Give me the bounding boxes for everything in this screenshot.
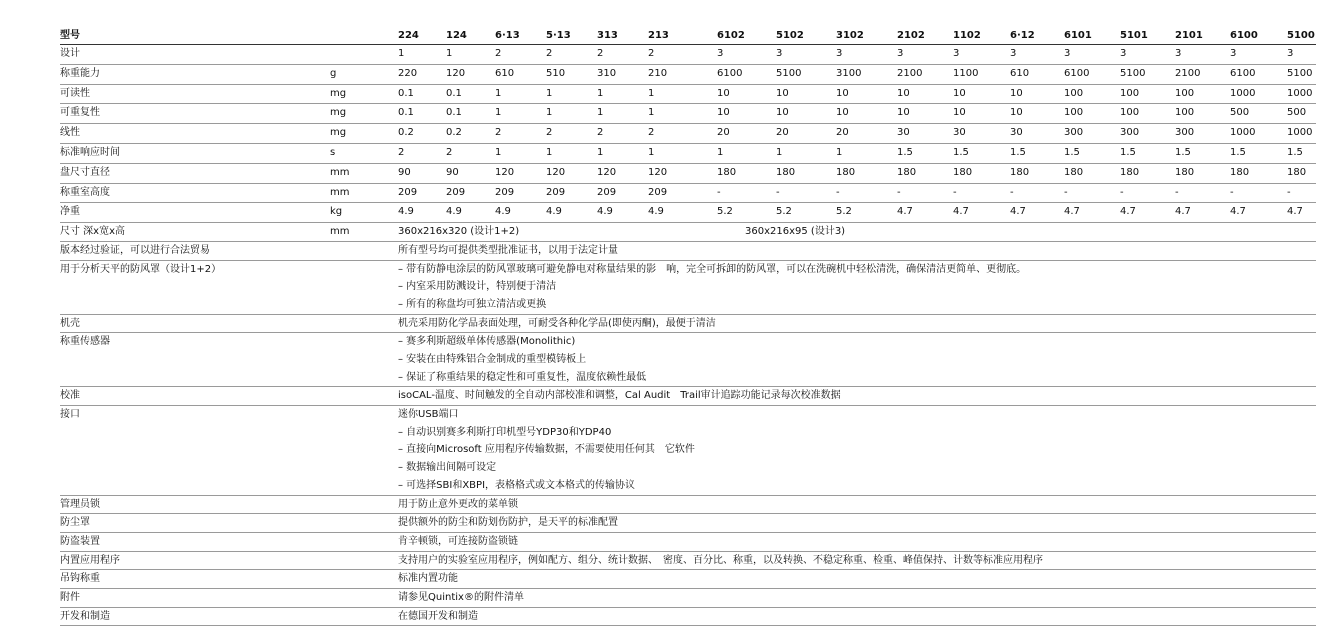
- spec-value-cell: 10: [953, 87, 966, 99]
- feature-row-text: [398, 589, 524, 607]
- spec-value-cell: 4.7: [1230, 206, 1246, 218]
- spec-value-cell: 1000: [1287, 127, 1313, 139]
- spec-value-cell: 1.5: [1287, 146, 1303, 158]
- model-header-cell: 313: [597, 30, 618, 41]
- model-header-cell: 5102: [776, 30, 804, 41]
- spec-row-unit: kg: [330, 206, 343, 218]
- feature-row-text: [398, 570, 458, 588]
- spec-value-cell: 120: [495, 166, 515, 178]
- feature-row: [60, 406, 1316, 496]
- spec-row: [60, 144, 1316, 164]
- spec-value-cell: 4.9: [398, 206, 414, 218]
- feature-row-label: 内置应用程序: [60, 554, 120, 566]
- spec-value-cell: 210: [648, 67, 668, 79]
- spec-value-cell: 209: [446, 186, 466, 198]
- spec-value-cell: 2: [446, 146, 453, 158]
- spec-value-cell: 3100: [836, 67, 862, 79]
- spec-value-cell: 4.9: [597, 206, 613, 218]
- spec-value-cell: 209: [546, 186, 566, 198]
- spec-value-cell: 100: [1064, 87, 1084, 99]
- feature-row: [60, 533, 1316, 552]
- spec-value-cell: 30: [1010, 127, 1023, 139]
- spec-value-cell: 2: [546, 48, 553, 59]
- feature-row: [60, 608, 1316, 626]
- model-header-cell: 6101: [1064, 30, 1092, 41]
- spec-value-cell: 0.1: [398, 107, 414, 119]
- spec-value-cell: 4.7: [953, 206, 969, 218]
- spec-value-cell: 180: [1010, 166, 1030, 178]
- spec-row-label: 可重复性: [60, 107, 100, 119]
- spec-value-cell: 209: [648, 186, 668, 198]
- spec-value-cell: 180: [1287, 166, 1307, 178]
- feature-line: isoCAL-温度、时间触发的全自动内部校准和调整，Cal Audit Trail审计追踪功能记录每次校准数据: [398, 390, 841, 402]
- feature-row: [60, 496, 1316, 515]
- spec-row-unit: g: [330, 67, 337, 79]
- spec-row-label: 称重室高度: [60, 186, 110, 198]
- feature-row-label: 附件: [60, 592, 80, 604]
- feature-line: 机壳采用防化学品表面处理，可耐受各种化学品(即使丙酮)，最便于清洁: [398, 317, 716, 329]
- spec-value-cell: 20: [717, 127, 730, 139]
- feature-line: 迷你USB端口: [398, 409, 459, 421]
- feature-row-label: 防盗装置: [60, 535, 100, 547]
- spec-value-cell: 1: [398, 48, 405, 59]
- spec-value-cell: 1.5: [953, 146, 969, 158]
- spec-value-cell: 30: [897, 127, 910, 139]
- spec-value-cell: 1: [546, 146, 553, 158]
- spec-value-cell: 1: [648, 146, 655, 158]
- spec-value-cell: 180: [717, 166, 737, 178]
- feature-line: – 赛多利斯超级单体传感器(Monolithic): [398, 336, 576, 348]
- spec-value-cell: 180: [1064, 166, 1084, 178]
- spec-value-cell: -: [1287, 186, 1291, 198]
- spec-value-cell: -: [897, 186, 901, 198]
- spec-row: [60, 45, 1316, 65]
- spec-value-cell: 4.7: [1175, 206, 1191, 218]
- spec-value-cell: 1: [597, 107, 604, 119]
- feature-line: – 安装在由特殊铝合金制成的重型模铸板上: [398, 354, 587, 366]
- feature-line: – 可选择SBI和XBPI，表格格式或文本格式的传输协议: [398, 479, 636, 491]
- spec-value-cell: -: [1064, 186, 1068, 198]
- spec-value-cell: 100: [1120, 87, 1140, 99]
- spec-row-unit: mg: [330, 107, 347, 119]
- spec-value-cell: 180: [776, 166, 796, 178]
- spec-value-cell: 3: [1175, 48, 1182, 59]
- spec-value-cell: 1: [836, 146, 843, 158]
- model-header-cell: 3102: [836, 30, 864, 41]
- feature-line: – 数据输出间隔可设定: [398, 462, 497, 474]
- spec-value-cell: 10: [717, 87, 730, 99]
- spec-row-unit: mm: [330, 186, 350, 198]
- spec-row: [60, 184, 1316, 204]
- spec-value-cell: -: [1120, 186, 1124, 198]
- spec-value-cell: 3: [1287, 48, 1294, 59]
- spec-value-cell: 2: [398, 146, 405, 158]
- feature-row: [60, 333, 1316, 387]
- spec-row: [60, 65, 1316, 85]
- dimension-unit: mm: [330, 226, 350, 238]
- feature-row: [60, 261, 1316, 315]
- spec-value-cell: 180: [897, 166, 917, 178]
- spec-value-cell: 10: [897, 87, 910, 99]
- spec-value-cell: 2: [648, 48, 655, 59]
- spec-value-cell: 1.5: [1230, 146, 1246, 158]
- feature-row-text: [398, 552, 1043, 570]
- spec-value-cell: 6100: [717, 67, 743, 79]
- spec-value-cell: 209: [398, 186, 418, 198]
- spec-value-cell: 180: [1120, 166, 1140, 178]
- feature-line: – 带有防静电涂层的防风罩玻璃可避免静电对称量结果的影 响，完全可拆卸的防风罩，可以在洗碗机中轻松清洗，确保清洁更简单、更彻底。: [398, 263, 1027, 275]
- spec-row-unit: mg: [330, 87, 347, 99]
- dimension-label: 尺寸 深x宽x高: [60, 226, 126, 238]
- spec-value-cell: 10: [897, 107, 910, 119]
- feature-row-label: 吊钩称重: [60, 573, 100, 585]
- spec-value-cell: 100: [1175, 107, 1195, 119]
- spec-value-cell: 0.1: [446, 107, 462, 119]
- feature-row-label: 管理员锁: [60, 498, 100, 510]
- spec-value-cell: 4.9: [546, 206, 562, 218]
- spec-value-cell: 610: [495, 67, 515, 79]
- feature-row-text: [398, 333, 646, 386]
- spec-value-cell: 2: [597, 48, 604, 59]
- spec-value-cell: 2: [546, 127, 553, 139]
- spec-value-cell: 180: [836, 166, 856, 178]
- spec-value-cell: 5100: [1120, 67, 1146, 79]
- feature-row: [60, 552, 1316, 571]
- spec-value-cell: 10: [776, 107, 789, 119]
- spec-value-cell: 4.7: [1064, 206, 1080, 218]
- spec-value-cell: -: [1175, 186, 1179, 198]
- spec-value-cell: 209: [495, 186, 515, 198]
- spec-value-cell: -: [953, 186, 957, 198]
- model-header-cell: 6·13: [495, 30, 520, 41]
- spec-value-cell: 1: [495, 107, 502, 119]
- model-header-cell: 2102: [897, 30, 925, 41]
- spec-value-cell: 180: [1175, 166, 1195, 178]
- spec-value-cell: 4.9: [495, 206, 511, 218]
- spec-value-cell: 1.5: [897, 146, 913, 158]
- spec-value-cell: 3: [776, 48, 783, 59]
- feature-line: 标准内置功能: [398, 573, 458, 585]
- model-header-cell: 6102: [717, 30, 745, 41]
- spec-value-cell: 3: [836, 48, 843, 59]
- spec-row: [60, 124, 1316, 144]
- spec-value-cell: 1000: [1287, 87, 1313, 99]
- spec-value-cell: -: [717, 186, 721, 198]
- spec-value-cell: 300: [1120, 127, 1140, 139]
- spec-value-cell: 1: [495, 87, 502, 99]
- feature-line: – 内室采用防溅设计，特别便于清洁: [398, 281, 557, 293]
- spec-value-cell: 100: [1175, 87, 1195, 99]
- spec-value-cell: 120: [546, 166, 566, 178]
- spec-value-cell: 0.2: [398, 127, 414, 139]
- spec-row-label: 标准响应时间: [60, 146, 120, 158]
- spec-value-cell: 10: [776, 87, 789, 99]
- spec-value-cell: 1000: [1230, 127, 1256, 139]
- dimension-row: [60, 223, 1316, 242]
- spec-value-cell: 510: [546, 67, 566, 79]
- spec-value-cell: 100: [1120, 107, 1140, 119]
- spec-row-label: 线性: [60, 127, 80, 139]
- feature-line: 在德国开发和制造: [398, 610, 478, 622]
- model-header-cell: 6100: [1230, 30, 1258, 41]
- spec-value-cell: 6100: [1064, 67, 1090, 79]
- spec-row-unit: mg: [330, 127, 347, 139]
- spec-value-cell: 90: [398, 166, 411, 178]
- spec-value-cell: 310: [597, 67, 617, 79]
- model-header-cell: 6·12: [1010, 30, 1035, 41]
- dimension-value-b: 360x216x95 (设计3): [745, 226, 846, 238]
- spec-value-cell: 6100: [1230, 67, 1256, 79]
- spec-value-cell: 4.9: [648, 206, 664, 218]
- feature-row: [60, 589, 1316, 608]
- spec-value-cell: 1: [648, 87, 655, 99]
- spec-value-cell: -: [1010, 186, 1014, 198]
- spec-row-unit: s: [330, 146, 336, 158]
- spec-value-cell: 1.5: [1175, 146, 1191, 158]
- spec-value-cell: 3: [1064, 48, 1071, 59]
- spec-value-cell: 300: [1175, 127, 1195, 139]
- feature-row-label: 版本经过验证，可以进行合法贸易: [60, 244, 210, 256]
- spec-row: [60, 203, 1316, 223]
- spec-row-label: 称重能力: [60, 67, 100, 79]
- spec-value-cell: 3: [1120, 48, 1127, 59]
- feature-line: 提供额外的防尘和防划伤防护，是天平的标准配置: [398, 517, 618, 529]
- spec-value-cell: 1: [495, 146, 502, 158]
- spec-value-cell: 5100: [776, 67, 802, 79]
- spec-value-cell: 4.7: [1287, 206, 1303, 218]
- feature-line: – 直接向Microsoft 应用程序传输数据，不需要使用任何其 它软件: [398, 444, 695, 456]
- spec-value-cell: 100: [1064, 107, 1084, 119]
- spec-value-cell: 4.7: [897, 206, 913, 218]
- model-header-cell: 124: [446, 30, 467, 41]
- feature-row-text: [398, 406, 695, 494]
- spec-row-label: 净重: [60, 206, 80, 218]
- spec-value-cell: 1: [597, 87, 604, 99]
- feature-row-text: [398, 315, 716, 333]
- spec-value-cell: 180: [953, 166, 973, 178]
- spec-value-cell: 120: [446, 67, 466, 79]
- feature-row-label: 接口: [60, 409, 80, 421]
- spec-row-label: 设计: [60, 48, 80, 59]
- feature-line: 所有型号均可提供类型批准证书，以用于法定计量: [398, 244, 618, 256]
- spec-value-cell: 30: [953, 127, 966, 139]
- spec-row: [60, 104, 1316, 124]
- spec-value-cell: 5100: [1287, 67, 1313, 79]
- spec-value-cell: 1100: [953, 67, 979, 79]
- spec-value-cell: 1: [648, 107, 655, 119]
- spec-value-cell: 20: [776, 127, 789, 139]
- spec-value-cell: 5.2: [717, 206, 733, 218]
- feature-row: [60, 514, 1316, 533]
- spec-value-cell: 3: [1010, 48, 1017, 59]
- feature-row-text: [398, 387, 841, 405]
- spec-value-cell: 90: [446, 166, 459, 178]
- feature-line: – 保证了称重结果的稳定性和可重复性，温度依赖性最低: [398, 371, 647, 383]
- feature-line: – 所有的称盘均可独立清洁或更换: [398, 298, 547, 310]
- spec-value-cell: 209: [597, 186, 617, 198]
- model-header-cell: 5100: [1287, 30, 1315, 41]
- spec-value-cell: 1000: [1230, 87, 1256, 99]
- model-header-cell: 5101: [1120, 30, 1148, 41]
- spec-value-cell: 500: [1230, 107, 1250, 119]
- spec-value-cell: -: [776, 186, 780, 198]
- spec-value-cell: 1: [546, 107, 553, 119]
- spec-value-cell: 2: [648, 127, 655, 139]
- spec-value-cell: 3: [1230, 48, 1237, 59]
- feature-line: 支持用户的实验室应用程序，例如配方、组分、统计数据、 密度、百分比、称重，以及转换、不稳定称重、检重、峰值保持、计数等标准应用程序: [398, 554, 1043, 566]
- feature-line: – 自动识别赛多利斯打印机型号YDP30和YDP40: [398, 426, 612, 438]
- spec-value-cell: 0.1: [446, 87, 462, 99]
- spec-value-cell: -: [1230, 186, 1234, 198]
- spec-value-cell: 10: [1010, 107, 1023, 119]
- spec-value-cell: 4.7: [1120, 206, 1136, 218]
- spec-row: [60, 164, 1316, 184]
- spec-value-cell: 3: [717, 48, 724, 59]
- spec-value-cell: 3: [897, 48, 904, 59]
- model-header-row: [60, 28, 1316, 45]
- spec-value-cell: 2: [597, 127, 604, 139]
- spec-row-unit: mm: [330, 166, 350, 178]
- spec-value-cell: 1.5: [1064, 146, 1080, 158]
- model-header-label: 型号: [60, 30, 80, 41]
- spec-value-cell: 10: [1010, 87, 1023, 99]
- model-header-cell: 2101: [1175, 30, 1203, 41]
- feature-row-label: 称重传感器: [60, 336, 110, 348]
- spec-value-cell: 2: [495, 127, 502, 139]
- feature-row: [60, 570, 1316, 589]
- feature-row-label: 校准: [60, 390, 80, 402]
- feature-line: 请参见Quintix®的附件清单: [398, 592, 524, 604]
- feature-row: [60, 387, 1316, 406]
- feature-row-text: [398, 242, 618, 260]
- model-header-cell: 213: [648, 30, 669, 41]
- feature-row-label: 机壳: [60, 317, 80, 329]
- spec-sheet: [60, 28, 1316, 626]
- spec-value-cell: 2100: [897, 67, 923, 79]
- spec-value-cell: 610: [1010, 67, 1030, 79]
- model-header-cell: 1102: [953, 30, 981, 41]
- spec-value-cell: 300: [1064, 127, 1084, 139]
- feature-line: 用于防止意外更改的菜单锁: [398, 498, 518, 510]
- spec-value-cell: 120: [597, 166, 617, 178]
- spec-value-cell: 180: [1230, 166, 1250, 178]
- spec-value-cell: 10: [717, 107, 730, 119]
- spec-value-cell: 500: [1287, 107, 1307, 119]
- spec-row-label: 可读性: [60, 87, 90, 99]
- spec-row: [60, 85, 1316, 105]
- dimension-value-a: 360x216x320 (设计1+2): [398, 226, 520, 238]
- spec-value-cell: 4.9: [446, 206, 462, 218]
- feature-row-text: [398, 533, 518, 551]
- spec-value-cell: 1.5: [1120, 146, 1136, 158]
- feature-row-label: 开发和制造: [60, 610, 110, 622]
- spec-value-cell: 120: [648, 166, 668, 178]
- spec-value-cell: 5.2: [836, 206, 852, 218]
- feature-row-label: 用于分析天平的防风罩（设计1+2）: [60, 263, 222, 275]
- spec-value-cell: 4.7: [1010, 206, 1026, 218]
- spec-value-cell: 2: [495, 48, 502, 59]
- feature-row-text: [398, 608, 478, 626]
- feature-row-label: 防尘罩: [60, 517, 90, 529]
- spec-value-cell: 1.5: [1010, 146, 1026, 158]
- feature-line: 肯辛顿锁，可连接防盗锁链: [398, 535, 518, 547]
- spec-value-cell: 0.2: [446, 127, 462, 139]
- spec-value-cell: 220: [398, 67, 418, 79]
- spec-value-cell: 1: [446, 48, 453, 59]
- feature-row: [60, 242, 1316, 261]
- model-header-cell: 5·13: [546, 30, 571, 41]
- spec-value-cell: 20: [836, 127, 849, 139]
- feature-row-text: [398, 514, 618, 532]
- feature-row-text: [398, 496, 518, 514]
- feature-row: [60, 315, 1316, 334]
- spec-value-cell: 1: [776, 146, 783, 158]
- spec-value-cell: 2100: [1175, 67, 1201, 79]
- spec-value-cell: 1: [546, 87, 553, 99]
- spec-value-cell: 10: [836, 107, 849, 119]
- spec-row-label: 盘尺寸直径: [60, 166, 110, 178]
- spec-value-cell: 1: [597, 146, 604, 158]
- spec-value-cell: -: [836, 186, 840, 198]
- spec-value-cell: 1: [717, 146, 724, 158]
- spec-value-cell: 10: [953, 107, 966, 119]
- feature-row-text: [398, 261, 1026, 314]
- spec-value-cell: 5.2: [776, 206, 792, 218]
- spec-value-cell: 3: [953, 48, 960, 59]
- spec-value-cell: 0.1: [398, 87, 414, 99]
- spec-value-cell: 10: [836, 87, 849, 99]
- model-header-cell: 224: [398, 30, 419, 41]
